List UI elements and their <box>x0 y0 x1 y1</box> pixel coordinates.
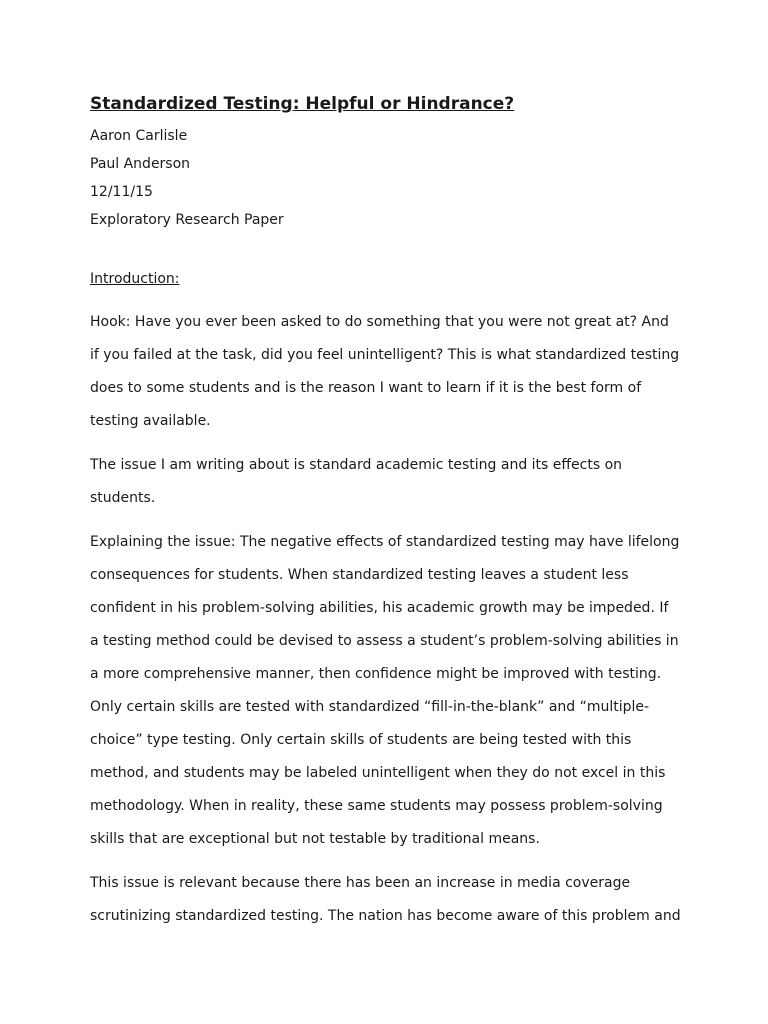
paragraph-issue <box>90 449 690 515</box>
paragraph-relevance <box>90 867 690 933</box>
paragraph-line: method, and students may be labeled unintelligent when they do not excel in this <box>90 765 666 781</box>
paragraph-hook <box>90 306 690 438</box>
paragraph-explaining-issue <box>90 526 690 856</box>
paper-date: 12/11/15 <box>90 184 153 200</box>
paragraph-line: Only certain skills are tested with standardized “fill-in-the-blank” and “multiple- <box>90 699 650 715</box>
paragraph-line: methodology. When in reality, these same students may possess problem-solving <box>90 798 663 814</box>
paragraph-line: scrutinizing standardized testing. The nation has become aware of this problem and <box>90 908 681 924</box>
paragraph-line: testing available. <box>90 413 211 429</box>
paper-title: Standardized Testing: Helpful or Hindrance? <box>90 94 515 114</box>
paragraph-line: a more comprehensive manner, then confidence might be improved with testing. <box>90 666 662 682</box>
paragraph-line: if you failed at the task, did you feel unintelligent? This is what standardized testing <box>90 347 680 363</box>
author-name: Aaron Carlisle <box>90 128 188 144</box>
paragraph-line: consequences for students. When standardized testing leaves a student less <box>90 567 629 583</box>
paragraph-line: skills that are exceptional but not testable by traditional means. <box>90 831 540 847</box>
section-heading-introduction: Introduction: <box>90 271 180 287</box>
paragraph-line: The issue I am writing about is standard academic testing and its effects on <box>90 457 623 473</box>
paragraph-line: Explaining the issue: The negative effects of standardized testing may have lifelong <box>90 534 680 550</box>
paragraph-line: choice” type testing. Only certain skills of students are being tested with this <box>90 732 632 748</box>
paragraph-line: Hook: Have you ever been asked to do something that you were not great at? And <box>90 314 669 330</box>
instructor-name: Paul Anderson <box>90 156 191 172</box>
paragraph-line: does to some students and is the reason I want to learn if it is the best form of <box>90 380 642 396</box>
paper-type: Exploratory Research Paper <box>90 212 284 228</box>
paragraph-line: This issue is relevant because there has been an increase in media coverage <box>90 875 631 891</box>
paragraph-line: confident in his problem-solving abilities, his academic growth may be impeded. If <box>90 600 669 616</box>
document-body <box>90 92 690 933</box>
paragraph-line: students. <box>90 490 156 506</box>
paragraph-line: a testing method could be devised to assess a student’s problem-solving abilities in <box>90 633 679 649</box>
